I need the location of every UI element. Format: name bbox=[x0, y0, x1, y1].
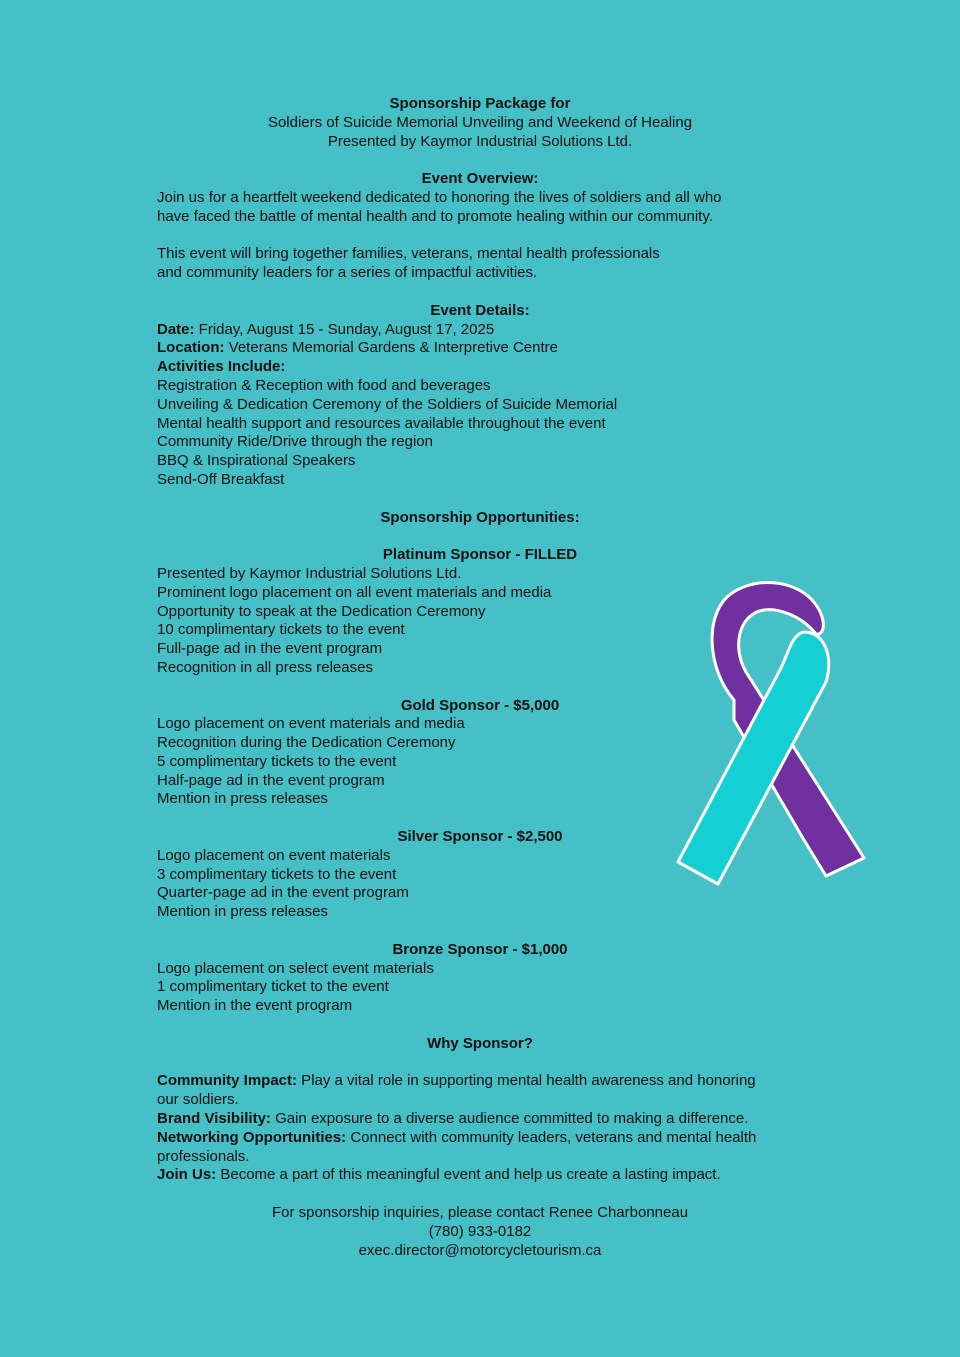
activity-item: Community Ride/Drive through the region bbox=[157, 433, 433, 451]
contact-email: exec.director@motorcycletourism.ca bbox=[358, 1241, 602, 1259]
tier-title: Bronze Sponsor - $1,000 bbox=[392, 940, 568, 958]
details-heading: Event Details: bbox=[430, 301, 530, 319]
tier-title: Gold Sponsor - $5,000 bbox=[400, 696, 560, 714]
community-impact-row bbox=[157, 1072, 803, 1091]
activity-item: BBQ & Inspirational Speakers bbox=[157, 452, 356, 470]
tier-benefit: 3 complimentary tickets to the event bbox=[157, 865, 397, 883]
tier-benefit: Prominent logo placement on all event materials and media bbox=[157, 583, 552, 601]
tier-benefit: 1 complimentary ticket to the event bbox=[157, 978, 389, 996]
join-us-label: Join Us: bbox=[157, 1166, 217, 1184]
activities-list bbox=[157, 377, 803, 490]
overview-paragraph-line: This event will bring together families, veterans, mental health professionals bbox=[157, 245, 660, 263]
join-us-row bbox=[157, 1166, 803, 1185]
tier-benefit: 5 complimentary tickets to the event bbox=[157, 752, 397, 770]
sponsorship-heading: Sponsorship Opportunities: bbox=[380, 508, 580, 526]
tier-benefit: Logo placement on event materials and media bbox=[157, 715, 465, 733]
tier-bronze bbox=[157, 941, 803, 1016]
networking-label: Networking Opportunities: bbox=[157, 1128, 347, 1146]
tier-benefit: Logo placement on event materials bbox=[157, 846, 391, 864]
tier-benefit: Logo placement on select event materials bbox=[157, 959, 434, 977]
why-sponsor-section bbox=[157, 1035, 803, 1185]
contact-section bbox=[157, 1204, 803, 1260]
tier-benefit: Half-page ad in the event program bbox=[157, 771, 385, 789]
tier-benefit: Full-page ad in the event program bbox=[157, 640, 383, 658]
tier-benefit: Opportunity to speak at the Dedication Ceremony bbox=[157, 602, 486, 620]
brand-visibility-text: Gain exposure to a diverse audience committed to making a difference. bbox=[270, 1110, 749, 1128]
contact-line: For sponsorship inquiries, please contact Renee Charbonneau bbox=[271, 1204, 689, 1222]
overview-paragraph-line: Join us for a heartfelt weekend dedicated to honoring the lives of soldiers and all who bbox=[157, 188, 722, 206]
tier-benefit: Mention in press releases bbox=[157, 790, 328, 808]
header bbox=[157, 95, 803, 151]
join-us-text: Become a part of this meaningful event and help us create a lasting impact. bbox=[216, 1166, 721, 1184]
brand-visibility-label: Brand Visibility: bbox=[157, 1110, 271, 1128]
page-title: Sponsorship Package for bbox=[389, 95, 571, 112]
community-impact-continuation: our soldiers. bbox=[157, 1091, 239, 1109]
activities-label: Activities Include: bbox=[157, 358, 286, 376]
event-overview-section bbox=[157, 170, 803, 283]
location-value: Veterans Memorial Gardens & Interpretive Centre bbox=[224, 339, 558, 357]
overview-paragraph-line: have faced the battle of mental health and to promote healing within our community. bbox=[157, 207, 713, 225]
activity-item: Unveiling & Dedication Ceremony of the Soldiers of Suicide Memorial bbox=[157, 395, 618, 413]
location-row bbox=[157, 339, 803, 358]
event-details-section bbox=[157, 302, 803, 490]
tier-benefit: Recognition in all press releases bbox=[157, 658, 373, 676]
activity-item: Send-Off Breakfast bbox=[157, 470, 285, 488]
networking-continuation: professionals. bbox=[157, 1147, 250, 1165]
tier-benefit: Mention in the event program bbox=[157, 997, 353, 1015]
date-value: Friday, August 15 - Sunday, August 17, 2025 bbox=[194, 320, 495, 338]
tier-benefit: Quarter-page ad in the event program bbox=[157, 884, 409, 902]
tier-benefit: Mention in press releases bbox=[157, 903, 328, 921]
activity-item: Mental health support and resources available throughout the event bbox=[157, 414, 606, 432]
tier-title: Silver Sponsor - $2,500 bbox=[397, 828, 563, 846]
networking-row bbox=[157, 1129, 803, 1148]
tier-benefit: Recognition during the Dedication Ceremony bbox=[157, 734, 456, 752]
contact-phone: (780) 933-0182 bbox=[428, 1222, 532, 1240]
presented-by: Presented by Kaymor Industrial Solutions Ltd. bbox=[327, 132, 633, 150]
tier-benefit: 10 complimentary tickets to the event bbox=[157, 621, 405, 639]
tier-benefit: Presented by Kaymor Industrial Solutions Ltd. bbox=[157, 564, 462, 582]
tier-title: Platinum Sponsor - FILLED bbox=[382, 546, 578, 564]
event-name: Soldiers of Suicide Memorial Unveiling and Weekend of Healing bbox=[267, 113, 693, 131]
date-row bbox=[157, 321, 803, 340]
date-label: Date: bbox=[157, 320, 195, 338]
location-label: Location: bbox=[157, 339, 225, 357]
networking-text: Connect with community leaders, veterans and mental health bbox=[346, 1128, 757, 1146]
brand-visibility-row bbox=[157, 1110, 803, 1129]
activity-item: Registration & Reception with food and beverages bbox=[157, 376, 491, 394]
overview-paragraph-line: and community leaders for a series of impactful activities. bbox=[157, 264, 538, 282]
why-heading: Why Sponsor? bbox=[427, 1034, 533, 1052]
community-impact-text: Play a vital role in supporting mental health awareness and honoring bbox=[297, 1072, 756, 1090]
community-impact-label: Community Impact: bbox=[157, 1072, 298, 1090]
awareness-ribbon-icon bbox=[668, 570, 868, 890]
overview-heading: Event Overview: bbox=[421, 170, 539, 188]
